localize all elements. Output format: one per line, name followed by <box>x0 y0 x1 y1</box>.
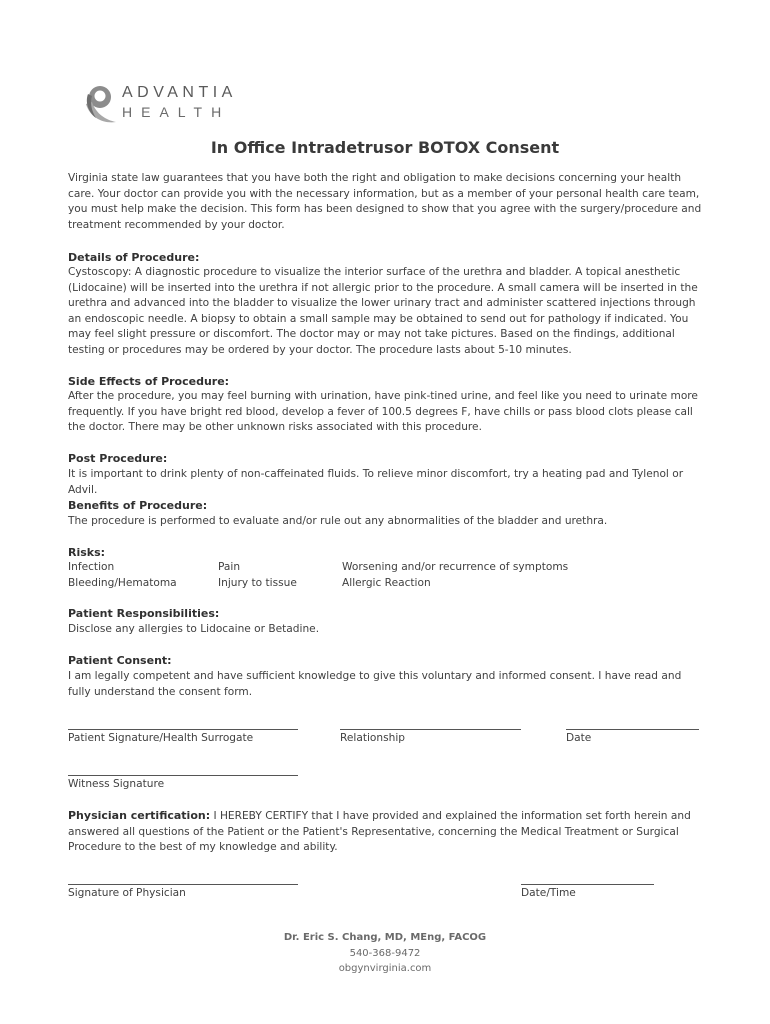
benefits-body: The procedure is performed to evaluate and/or rule out any abnormalities of the bladder and urethra. <box>68 515 608 527</box>
consent-body: I am legally competent and have sufficient knowledge to give this voluntary and informed consent. I have read and fully understand the consent form. <box>68 670 682 698</box>
patient-signature-label: Patient Signature/Health Surrogate <box>68 732 254 744</box>
side-effects-heading: Side Effects of Procedure: <box>68 375 230 388</box>
risk-item: Injury to tissue <box>218 577 297 589</box>
footer-doctor-name: Dr. Eric S. Chang, MD, MEng, FACOG <box>283 932 487 943</box>
risk-item: Worsening and/or recurrence of symptoms <box>342 561 569 573</box>
risk-item: Infection <box>68 561 115 573</box>
footer-website: obgynvirginia.com <box>338 963 432 974</box>
side-effects-body: After the procedure, you may feel burning with urination, have pink-tined urine, and feel like you need to urinate more frequently. If you have bright red blood, develop a fever of 100.5 degrees F, have chills or pass blood clots please call the doctor. There may be other unknown risks associated with this procedure. <box>68 390 698 433</box>
witness-signature-label: Witness Signature <box>68 778 165 790</box>
details-heading: Details of Procedure: <box>68 251 200 264</box>
datetime-line[interactable] <box>521 884 654 885</box>
advantia-logo-icon <box>82 82 118 126</box>
certification-label: Physician certification: <box>68 809 211 822</box>
post-procedure-heading: Post Procedure: <box>68 452 168 465</box>
risk-item: Pain <box>218 561 241 573</box>
document-title: In Office Intradetrusor BOTOX Consent <box>210 138 560 157</box>
relationship-line[interactable] <box>340 729 521 730</box>
post-procedure-body: It is important to drink plenty of non-caffeinated fluids. To relieve minor discomfort, try a heating pad and Tylenol or Advil. <box>68 468 684 496</box>
physician-signature-label: Signature of Physician <box>68 887 186 899</box>
brand-name: ADVANTIA <box>122 84 237 101</box>
details-body: Cystoscopy: A diagnostic procedure to visualize the interior surface of the urethra and bladder. A topical anesthetic (Lidocaine) will be inserted into the urethra if not allergic prior to the procedure. A small camera will be inserted in the urethra and advanced into the bladder to visualize the lower urinary tract and administer scattered injections through an endoscopic needle. A biopsy to obtain a small sample may be obtained to send out for pathology if indicated. You may feel slight pressure or discomfort. The doctor may or may not take pictures. Based on the findings, additional testing or procedures may be ordered by your doctor. The procedure lasts about 5-10 minutes. <box>68 266 698 356</box>
date-label: Date <box>566 732 592 744</box>
risk-item: Bleeding/Hematoma <box>68 577 177 589</box>
advantia-logo <box>82 80 262 128</box>
physician-certification <box>68 808 708 856</box>
relationship-label: Relationship <box>340 732 406 744</box>
witness-signature-line[interactable] <box>68 775 298 776</box>
risk-item: Allergic Reaction <box>342 577 431 589</box>
footer-phone: 540-368-9472 <box>349 948 421 959</box>
risks-heading: Risks: <box>68 546 106 559</box>
benefits-heading: Benefits of Procedure: <box>68 499 208 512</box>
brand-sub: HEALTH <box>122 104 231 120</box>
responsibilities-body: Disclose any allergies to Lidocaine or Betadine. <box>68 623 320 635</box>
intro-paragraph: Virginia state law guarantees that you have both the right and obligation to make decisions concerning your health care. Your doctor can provide you with the necessary information, but as a member of your personal health care team, you must help make the decision. This form has been designed to show that you agree with the surgery/procedure and treatment recommended by your doctor. <box>68 172 702 231</box>
certification-body: I HEREBY CERTIFY that I have provided and explained the information set forth herein and answered all questions of the Patient or the Patient's Representative, concerning the Medical Treatment or Surgical Procedure to the best of my knowledge and ability. <box>68 810 691 853</box>
responsibilities-heading: Patient Responsibilities: <box>68 607 220 620</box>
physician-signature-line[interactable] <box>68 884 298 885</box>
consent-heading: Patient Consent: <box>68 654 172 667</box>
date-line[interactable] <box>566 729 699 730</box>
datetime-label: Date/Time <box>521 887 576 899</box>
patient-signature-line[interactable] <box>68 729 298 730</box>
